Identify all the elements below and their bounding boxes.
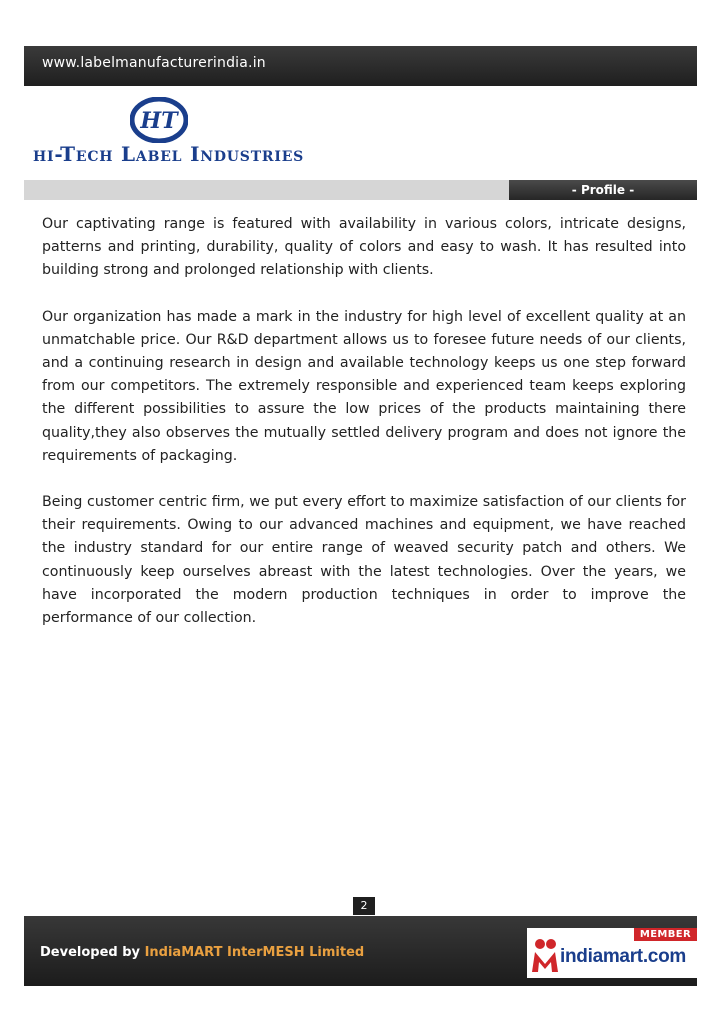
- paragraph: Our organization has made a mark in the industry for high level of excellent quality at an unmatchable price. Our R&D department allows us to foresee future needs of our clients, and a continuing research in design and available technology keeps us one step forward from our competitors. The extremely responsible and experienced team keeps exploring the different possibilities to assure the low prices of the products maintaining there quality,they also observes the mutually settled delivery program and does not ignore the requirements of packaging.: [42, 308, 686, 464]
- indiamart-logo-icon: [530, 936, 560, 974]
- member-tag: MEMBER: [634, 928, 697, 941]
- section-label: - Profile -: [509, 180, 697, 200]
- developed-by-line: [40, 945, 364, 960]
- developer-link[interactable]: IndiaMART InterMESH Limited: [144, 945, 365, 960]
- developed-by-label: Developed by: [40, 945, 141, 960]
- paragraph: Being customer centric firm, we put every effort to maximize satisfaction of our clients for their requirements. Owing to our advanced machines and equipment, we have reached the industry standard for our entire range of weaved security patch and others. We continuously keep ourselves abreast with the latest technologies. Over the years, we have incorporated the modern production techniques in order to improve the performance of our collection.: [42, 494, 686, 627]
- company-name: hi-Tech Label Industries: [33, 142, 305, 166]
- profile-content: [42, 213, 686, 653]
- hi-tech-logo-icon: [130, 97, 188, 143]
- page-number: 2: [353, 897, 375, 915]
- svg-text:HT: HT: [140, 108, 178, 134]
- indiamart-brand: indiamart.com: [560, 946, 686, 967]
- site-url[interactable]: www.labelmanufacturerindia.in: [42, 55, 266, 71]
- paragraph: Our captivating range is featured with availability in various colors, intricate designs, patterns and printing, durability, quality of colors and easy to wash. It has resulted into building strong and prolonged relationship with clients.: [42, 216, 686, 279]
